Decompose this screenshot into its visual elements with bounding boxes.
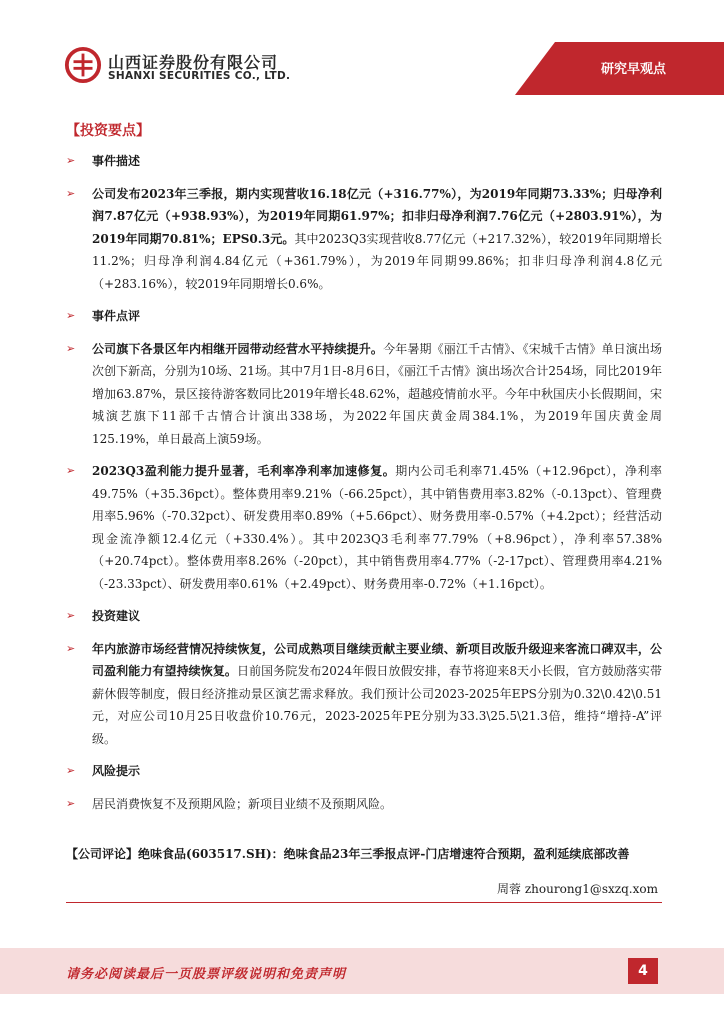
bullet-arrow-icon: ➢ <box>66 341 76 355</box>
company-logo-icon <box>64 46 102 84</box>
paragraph-body: 今年暑期《丽江千古情》、《宋城千古情》单日演出场次创下新高，分别为10场、21场。其中7月1日-8月6日，《丽江千古情》演出场次合计254场，同比2019年增加63.87%，景区接待游客数同比2019年增长48.62%，超越疫情前水平。今年中秋国庆小长假期间，宋城演艺旗下11部千古情合计演出338场，为2022年国庆黄金周384.1%，为2019年国庆黄金周125.19%，单日最高上演59场。 <box>92 341 662 446</box>
bullet-paragraph <box>66 638 662 751</box>
paragraph-body: 其中2023Q3实现营收8.77亿元（+217.32%），较2019年同期增长11.2%；归母净利润4.84亿元（+361.79%），为2019年同期99.86%；扣非归母净利润4.8亿元（+283.16%），较2019年同期增长0.6%。 <box>92 231 663 291</box>
bullet-arrow-icon: ➢ <box>66 154 76 167</box>
bullet-paragraph <box>66 793 662 816</box>
bullet-arrow-icon: ➢ <box>66 609 76 622</box>
bullet-paragraph <box>66 338 662 451</box>
subsection-heading <box>66 605 662 628</box>
section-title: 【投资要点】 <box>66 123 150 139</box>
bullet-arrow-icon: ➢ <box>66 186 76 200</box>
subsection-heading-text: 投资建议 <box>92 609 141 623</box>
related-company-comment: 【公司评论】绝味食品(603517.SH)：绝味食品23年三季报点评-门店增速符合预期，盈利延续底部改善 <box>66 847 630 861</box>
page-header <box>0 0 724 110</box>
paragraph-lead: 年内旅游市场经营情况持续恢复，公司成熟项目继续贡献主要业绩、新项目改版升级迎来客流口碑双丰，公司盈利能力有望持续恢复。 <box>92 641 662 678</box>
paragraph-body: 居民消费恢复不及预期风险；新项目业绩不及预期风险。 <box>92 796 393 811</box>
bullet-arrow-icon: ➢ <box>66 641 76 655</box>
paragraph-lead: 公司旗下各景区年内相继开园带动经营水平持续提升。 <box>92 341 384 356</box>
subsection-heading-text: 事件描述 <box>92 154 141 168</box>
bullet-paragraph <box>66 460 662 595</box>
report-content <box>66 120 662 825</box>
bullet-list <box>66 150 662 815</box>
subsection-heading-text: 风险提示 <box>92 764 141 778</box>
disclaimer-text: 请务必阅读最后一页股票评级说明和免责声明 <box>66 967 347 982</box>
analyst-contact: 周蓉 zhourong1@sxzq.xom <box>497 882 658 896</box>
subsection-heading <box>66 760 662 783</box>
paragraph-body: 日前国务院发布2024年假日放假安排，春节将迎来8天小长假，官方鼓励落实带薪休假等制度，假日经济推动景区演艺需求释放。我们预计公司2023-2025年EPS分别为0.32\0.42\0.51元，对应公司10月25日收盘价10.76元，2023-2025年PE分别为33.3\25.5\21.3倍，维持“增持-A”评级。 <box>92 664 662 746</box>
bullet-arrow-icon: ➢ <box>66 309 76 322</box>
bullet-arrow-icon: ➢ <box>66 464 76 477</box>
paragraph-body: 期内公司毛利率71.45%（+12.96pct），净利率49.75%（+35.36pct）。整体费用率9.21%（-66.25pct），其中销售费用率3.82%（-0.13pct）、管理费用率5.96%（-70.32pct）、研发费用率0.89%（+5.66pct）、财务费用率-0.57%（+4.2pct）；经营活动现金流净额12.4亿元（+330.4%）。其中2023Q3毛利率77.79%（+8.96pct），净利率57.38%（+20.74pct）。整体费用率8.26%（-20pct），其中销售费用率4.77%（-2-17pct）、管理费用率4.21%（-23.33pct）、研发费用率0.61%（+2.49pct）、财务费用率-0.72%（+1.16pct）。 <box>92 464 663 591</box>
bullet-paragraph <box>66 183 662 296</box>
subsection-heading <box>66 305 662 328</box>
report-type-label: 研究早观点 <box>600 62 666 77</box>
subsection-heading <box>66 150 662 173</box>
page-footer <box>0 948 724 994</box>
bullet-arrow-icon: ➢ <box>66 796 76 810</box>
company-name-cn: 山西证券股份有限公司 <box>108 53 279 72</box>
paragraph-lead: 公司发布2023年三季报，期内实现营收16.18亿元（+316.77%），为2019年同期73.33%；归母净利润7.87亿元（+938.93%），为2019年同期61.97%；扣非归母净利润7.76亿元（+2803.91%），为2019年同期70.81%；EPS0.3元。 <box>92 186 662 246</box>
page-number: 4 <box>628 958 658 984</box>
company-name-en: SHANXI SECURITIES CO., LTD. <box>108 70 291 82</box>
footer-divider <box>66 902 662 903</box>
bullet-arrow-icon: ➢ <box>66 764 76 777</box>
subsection-heading-text: 事件点评 <box>92 309 141 323</box>
paragraph-lead: 2023Q3盈利能力提升显著，毛利率净利率加速修复。 <box>92 464 396 478</box>
